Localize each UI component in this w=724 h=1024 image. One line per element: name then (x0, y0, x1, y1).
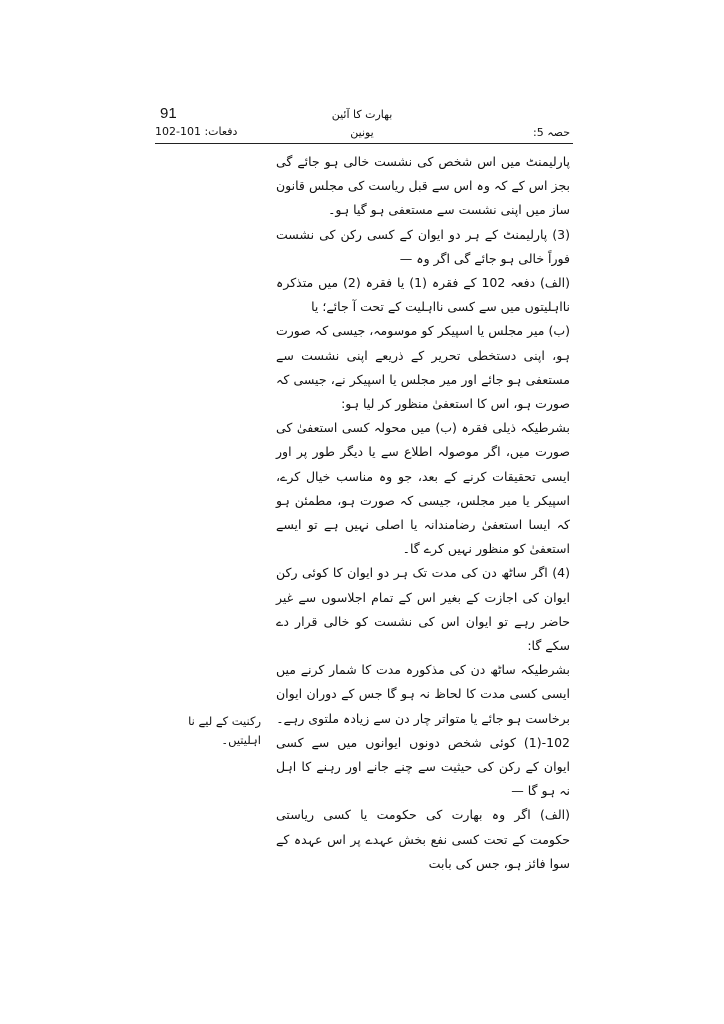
paragraph-proviso-sixty-days: بشرطیکہ ساٹھ دن کی مذکورہ مدت کا شمار کرنے میں ایسی کسی مدت کا لحاظ نہ ہو گا جس کے دوران ایوان برخاست ہو جائے یا متواتر چار دن سے زیادہ ملتوی رہے۔ (276, 662, 570, 726)
section-reference: دفعات: 101-102 (155, 125, 238, 138)
book-title: بھارت کا آئین (331, 108, 393, 121)
paragraph-clause-3a: (الف) دفعہ 102 کے فقرہ (1) یا فقرہ (2) میں متذکرہ نااہلیتوں میں سے کسی نااہلیت کے تحت آ جائے؛ یا (276, 275, 570, 315)
paragraph-proviso-resignation: بشرطیکہ ذیلی فقرہ (ب) میں محولہ کسی استعفیٰ کی صورت میں، اگر موصولہ اطلاع سے یا دیگر طور پر اور ایسی تحقیقات کرنے کے بعد، جو وہ مناسب خیال کرے، اسپیکر یا میر مجلس، جیسی کہ صورت ہو، مطمئن ہو کہ ایسا استعفیٰ رضامندانہ یا اصلی نہیں ہے تو ایسے استعفیٰ کو منظور نہیں کرے گا۔ (276, 420, 570, 557)
paragraph-seat-vacancy: پارلیمنٹ میں اس شخص کی نشست خالی ہو جائے گی بجز اس کے کہ وہ اس سے قبل ریاست کی مجلس قانون ساز میں اپنی نشست سے مستعفی ہو گیا ہو۔ (276, 154, 570, 218)
header-divider (155, 143, 573, 144)
paragraph-article-102: 102-(1) کوئی شخص دونوں ایوانوں میں سے کسی ایوان کے رکن کی حیثیت سے چنے جانے اور رہنے کا اہل نہ ہو گا — (276, 734, 570, 799)
page-number: 91 (160, 105, 177, 122)
part-label: حصہ 5: (533, 126, 570, 139)
body-text (276, 150, 570, 876)
paragraph-clause-3b: (ب) میر مجلس یا اسپیکر کو موسومہ، جیسی کہ صورت ہو، اپنی دستخطی تحریر کے ذریعے اپنی نشست سے مستعفی ہو جائے اور میر مجلس یا اسپیکر نے، جیسی کہ صورت ہو، اس کا استعفیٰ منظور کر لیا ہو: (276, 323, 570, 412)
chapter-name: یونین (350, 126, 374, 139)
marginal-note: رکنیت کے لیے نا اہلیتیں۔ (188, 714, 261, 747)
paragraph-clause-4: (4) اگر ساٹھ دن کی مدت تک ہر دو ایوان کا کوئی رکن ایوان کی اجازت کے بغیر اس کے تمام اجلاسوں سے غیر حاضر رہے تو ایوان اس کی نشست کو خالی قرار دے سکے گا: (276, 565, 570, 654)
paragraph-article-102a: (الف) اگر وہ بھارت کی حکومت یا کسی ریاستی حکومت کے تحت کسی نفع بخش عہدے پر اس عہدہ کے سوا فائز ہو، جس کی بابت (276, 807, 570, 871)
paragraph-clause-3: (3) پارلیمنٹ کے ہر دو ایوان کے کسی رکن کی نشست فوراً خالی ہو جائے گی اگر وہ — (276, 226, 570, 266)
